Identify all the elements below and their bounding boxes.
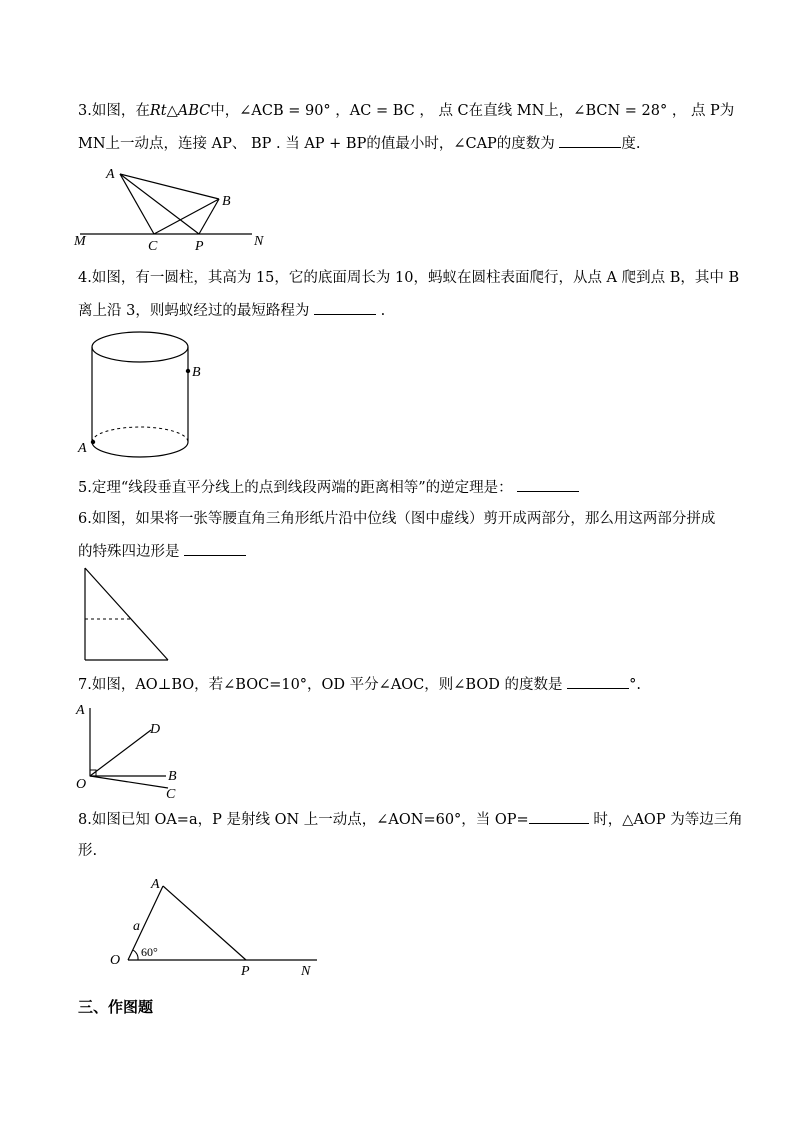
q7-label-d: D — [150, 722, 161, 737]
q8-label-p: P — [241, 964, 250, 979]
q4-point-a — [91, 440, 95, 444]
q7-label-o: O — [76, 777, 87, 792]
q3-label-m: M — [74, 234, 86, 249]
q8-label-n: N — [301, 964, 311, 979]
q7-label-c: C — [166, 787, 176, 802]
q7-label-b: B — [168, 769, 177, 784]
q8-angle-label: 60° — [141, 945, 158, 959]
q4-line-2: 离上沿 3，则蚂蚁经过的最短路程为 . — [78, 300, 385, 321]
q7-figure — [72, 700, 192, 805]
q3-answer-blank[interactable] — [559, 133, 621, 148]
q4-line-1: 4.如图，有一圆柱，其高为 15，它的底面周长为 10，蚂蚁在圆柱表面爬行，从点 A 爬到点 B，其中 B — [78, 270, 740, 286]
q8-line-2: 形. — [78, 843, 98, 859]
q4-label-b: B — [192, 365, 201, 380]
q4-label-a: A — [78, 441, 87, 456]
q3-label-n: N — [254, 234, 264, 249]
q8-answer-blank[interactable] — [529, 809, 589, 824]
q6-triangle-figure — [80, 565, 180, 665]
q3-label-a: A — [106, 167, 115, 182]
q8-line-1: 8.如图已知 OA=a，P 是射线 ON 上一动点，∠AON=60°，当 OP= 时，△AOP 为等边三角 — [78, 809, 743, 830]
q6-line-1: 6.如图，如果将一张等腰直角三角形纸片沿中位线（图中虚线）剪开成两部分，那么用这两部分拼成 — [78, 511, 716, 527]
q8-figure — [105, 872, 325, 980]
q8-label-o: O — [110, 953, 121, 968]
q8-label-a: A — [151, 877, 160, 892]
q3-line-1: 3.如图，在Rt△ABC中，∠ACB = 90° ，AC = BC ， 点 C在直线 MN上，∠BCN = 28° ， 点 P为 — [78, 103, 735, 119]
q7-answer-blank[interactable] — [567, 674, 629, 689]
q7-label-a: A — [76, 703, 85, 718]
q5-answer-blank[interactable] — [517, 477, 579, 492]
q6-answer-blank[interactable] — [184, 541, 246, 556]
section-heading: 三、作图题 — [78, 998, 154, 1016]
q4-answer-blank[interactable] — [314, 300, 376, 315]
q3-line-2: MN上一动点，连接 AP、 BP . 当 AP + BP的值最小时，∠CAP的度数为 度. — [78, 133, 641, 154]
q3-label-b: B — [222, 194, 231, 209]
q7-line-1: 7.如图，AO⊥BO，若∠BOC=10°，OD 平分∠AOC，则∠BOD 的度数是 °. — [78, 674, 641, 695]
q3-label-c: C — [148, 239, 158, 254]
q3-figure — [70, 160, 280, 255]
q4-point-b — [186, 369, 190, 373]
q5-line-1: 5.定理“线段垂直平分线上的点到线段两端的距离相等”的逆定理是： — [78, 477, 579, 498]
q8-label-side-a: a — [133, 919, 140, 934]
q6-line-2: 的特殊四边形是 — [78, 541, 246, 562]
q3-label-p: P — [195, 239, 204, 254]
q4-cylinder-figure — [75, 325, 215, 470]
